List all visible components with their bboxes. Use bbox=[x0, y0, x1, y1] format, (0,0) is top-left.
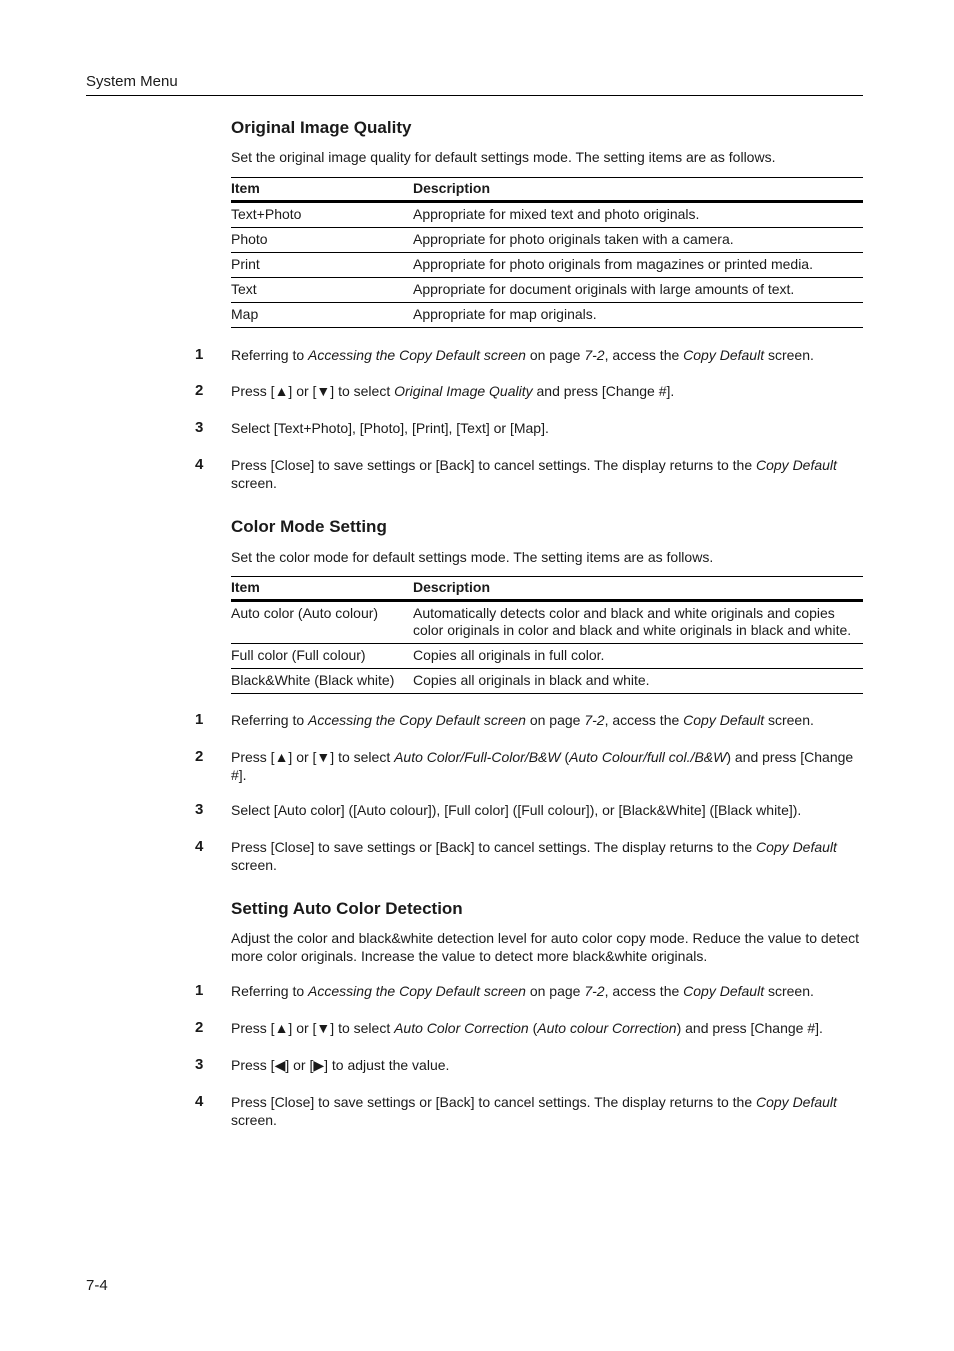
section-intro: Adjust the color and black&white detection level for auto color copy mode. Reduce the value to detect more color originals. Increase the value to detect more black&white originals. bbox=[231, 930, 860, 964]
step-text bbox=[231, 982, 861, 1000]
item-cell: Print bbox=[231, 253, 413, 278]
emphasized-text: Copy Default bbox=[756, 1094, 837, 1110]
table-row bbox=[231, 669, 863, 694]
step-text-run: Press [Close] to save settings or [Back] to cancel settings. The display returns to the bbox=[231, 1094, 756, 1110]
table-row bbox=[231, 303, 863, 328]
step-text-run: Select [Text+Photo], [Photo], [Print], [Text] or [Map]. bbox=[231, 420, 549, 436]
step-number: 4 bbox=[195, 1093, 204, 1110]
emphasized-text: Accessing the Copy Default screen bbox=[308, 347, 526, 363]
step-text-run: , access the bbox=[604, 712, 684, 728]
settings-table bbox=[231, 576, 863, 694]
emphasized-text: Copy Default bbox=[756, 839, 837, 855]
step-text-run: ) and press [Change #]. bbox=[676, 1020, 823, 1036]
step-text-run: Referring to bbox=[231, 347, 309, 363]
section-heading-setting-auto-color-detection: Setting Auto Color Detection bbox=[231, 899, 463, 918]
table-row bbox=[231, 278, 863, 303]
step-text-run: screen. bbox=[231, 1112, 277, 1128]
step-text bbox=[231, 456, 861, 492]
step-text bbox=[231, 382, 861, 400]
step-text bbox=[231, 1019, 861, 1037]
step-text-run: screen. bbox=[764, 347, 814, 363]
emphasized-text: Auto Color Correction bbox=[394, 1020, 529, 1036]
step-text-run: Press [◀] or [▶] to adjust the value. bbox=[231, 1057, 450, 1073]
step-text bbox=[231, 801, 861, 819]
emphasized-text: Accessing the Copy Default screen bbox=[308, 983, 526, 999]
description-cell: Appropriate for document originals with large amounts of text. bbox=[413, 278, 863, 303]
step-text-run: , access the bbox=[604, 983, 684, 999]
table-header-row bbox=[231, 178, 863, 202]
section-intro: Set the color mode for default settings mode. The setting items are as follows. bbox=[231, 549, 714, 565]
emphasized-text: Auto Colour/full col./B&W bbox=[569, 749, 727, 765]
step-text-run: Press [Close] to save settings or [Back] to cancel settings. The display returns to the bbox=[231, 457, 756, 473]
header-rule bbox=[86, 95, 863, 96]
step-number: 4 bbox=[195, 838, 204, 855]
running-header: System Menu bbox=[86, 73, 178, 90]
item-cell: Auto color (Auto colour) bbox=[231, 601, 413, 644]
step-text-run: Referring to bbox=[231, 983, 309, 999]
step-text-run: Select [Auto color] ([Auto colour]), [Full color] ([Full colour]), or [Black&White] ([Black white]). bbox=[231, 802, 802, 818]
step-text bbox=[231, 838, 861, 874]
table-row bbox=[231, 644, 863, 669]
item-cell: Text bbox=[231, 278, 413, 303]
section-heading-color-mode-setting: Color Mode Setting bbox=[231, 517, 387, 536]
emphasized-text: Copy Default bbox=[756, 457, 837, 473]
step-text-run: screen. bbox=[231, 475, 277, 491]
description-cell: Appropriate for map originals. bbox=[413, 303, 863, 328]
step-number: 1 bbox=[195, 346, 204, 363]
page-number: 7-4 bbox=[86, 1277, 108, 1294]
step-number: 3 bbox=[195, 1056, 204, 1073]
step-text-run: Press [Close] to save settings or [Back] to cancel settings. The display returns to the bbox=[231, 839, 756, 855]
table-header-row bbox=[231, 577, 863, 601]
step-text bbox=[231, 711, 861, 729]
step-text-run: on page bbox=[525, 712, 585, 728]
column-header: Item bbox=[231, 577, 413, 601]
emphasized-text: 7-2 bbox=[584, 712, 605, 728]
section-heading-original-image-quality: Original Image Quality bbox=[231, 118, 412, 137]
emphasized-text: 7-2 bbox=[584, 347, 605, 363]
table-row bbox=[231, 253, 863, 278]
step-text-run: ( bbox=[528, 1020, 538, 1036]
step-text bbox=[231, 1093, 861, 1129]
column-header: Description bbox=[413, 577, 863, 601]
step-text-run: on page bbox=[525, 347, 585, 363]
step-number: 1 bbox=[195, 711, 204, 728]
step-text-run: and press [Change #]. bbox=[532, 383, 675, 399]
step-text-run: screen. bbox=[231, 857, 277, 873]
emphasized-text: 7-2 bbox=[584, 983, 605, 999]
table-row bbox=[231, 202, 863, 228]
step-text-run: Press [▲] or [▼] to select bbox=[231, 1020, 395, 1036]
table-row bbox=[231, 228, 863, 253]
step-number: 2 bbox=[195, 748, 204, 765]
step-text bbox=[231, 419, 861, 437]
emphasized-text: Copy Default bbox=[683, 983, 765, 999]
item-cell: Text+Photo bbox=[231, 202, 413, 228]
emphasized-text: Copy Default bbox=[683, 712, 765, 728]
step-text bbox=[231, 346, 861, 364]
column-header: Description bbox=[413, 178, 863, 202]
emphasized-text: Copy Default bbox=[683, 347, 765, 363]
step-text-run: screen. bbox=[764, 712, 814, 728]
description-cell: Appropriate for photo originals from magazines or printed media. bbox=[413, 253, 863, 278]
item-cell: Full color (Full colour) bbox=[231, 644, 413, 669]
step-text bbox=[231, 1056, 861, 1074]
step-text-run: screen. bbox=[764, 983, 814, 999]
step-text bbox=[231, 748, 861, 784]
item-cell: Black&White (Black white) bbox=[231, 669, 413, 694]
description-cell: Copies all originals in full color. bbox=[413, 644, 863, 669]
step-number: 1 bbox=[195, 982, 204, 999]
emphasized-text: Auto colour Correction bbox=[537, 1020, 677, 1036]
item-cell: Map bbox=[231, 303, 413, 328]
settings-table bbox=[231, 177, 863, 328]
step-number: 2 bbox=[195, 382, 204, 399]
emphasized-text: Original Image Quality bbox=[394, 383, 533, 399]
item-cell: Photo bbox=[231, 228, 413, 253]
step-number: 3 bbox=[195, 419, 204, 436]
emphasized-text: Auto Color/Full-Color/B&W bbox=[394, 749, 561, 765]
step-text-run: Press [▲] or [▼] to select bbox=[231, 383, 395, 399]
step-text-run: Referring to bbox=[231, 712, 309, 728]
step-text-run: Press [▲] or [▼] to select bbox=[231, 749, 395, 765]
description-cell: Copies all originals in black and white. bbox=[413, 669, 863, 694]
step-number: 2 bbox=[195, 1019, 204, 1036]
description-cell: Appropriate for photo originals taken with a camera. bbox=[413, 228, 863, 253]
step-number: 4 bbox=[195, 456, 204, 473]
emphasized-text: Accessing the Copy Default screen bbox=[308, 712, 526, 728]
table-row bbox=[231, 601, 863, 644]
column-header: Item bbox=[231, 178, 413, 202]
description-cell: Appropriate for mixed text and photo originals. bbox=[413, 202, 863, 228]
step-text-run: ) and press [Change #]. bbox=[231, 749, 854, 783]
step-text-run: ( bbox=[560, 749, 570, 765]
section-intro: Set the original image quality for default settings mode. The setting items are as follows. bbox=[231, 149, 776, 165]
step-text-run: , access the bbox=[604, 347, 684, 363]
step-text-run: on page bbox=[525, 983, 585, 999]
description-cell: Automatically detects color and black and white originals and copies color originals in color and black and white originals in black and white. bbox=[413, 601, 863, 644]
step-number: 3 bbox=[195, 801, 204, 818]
